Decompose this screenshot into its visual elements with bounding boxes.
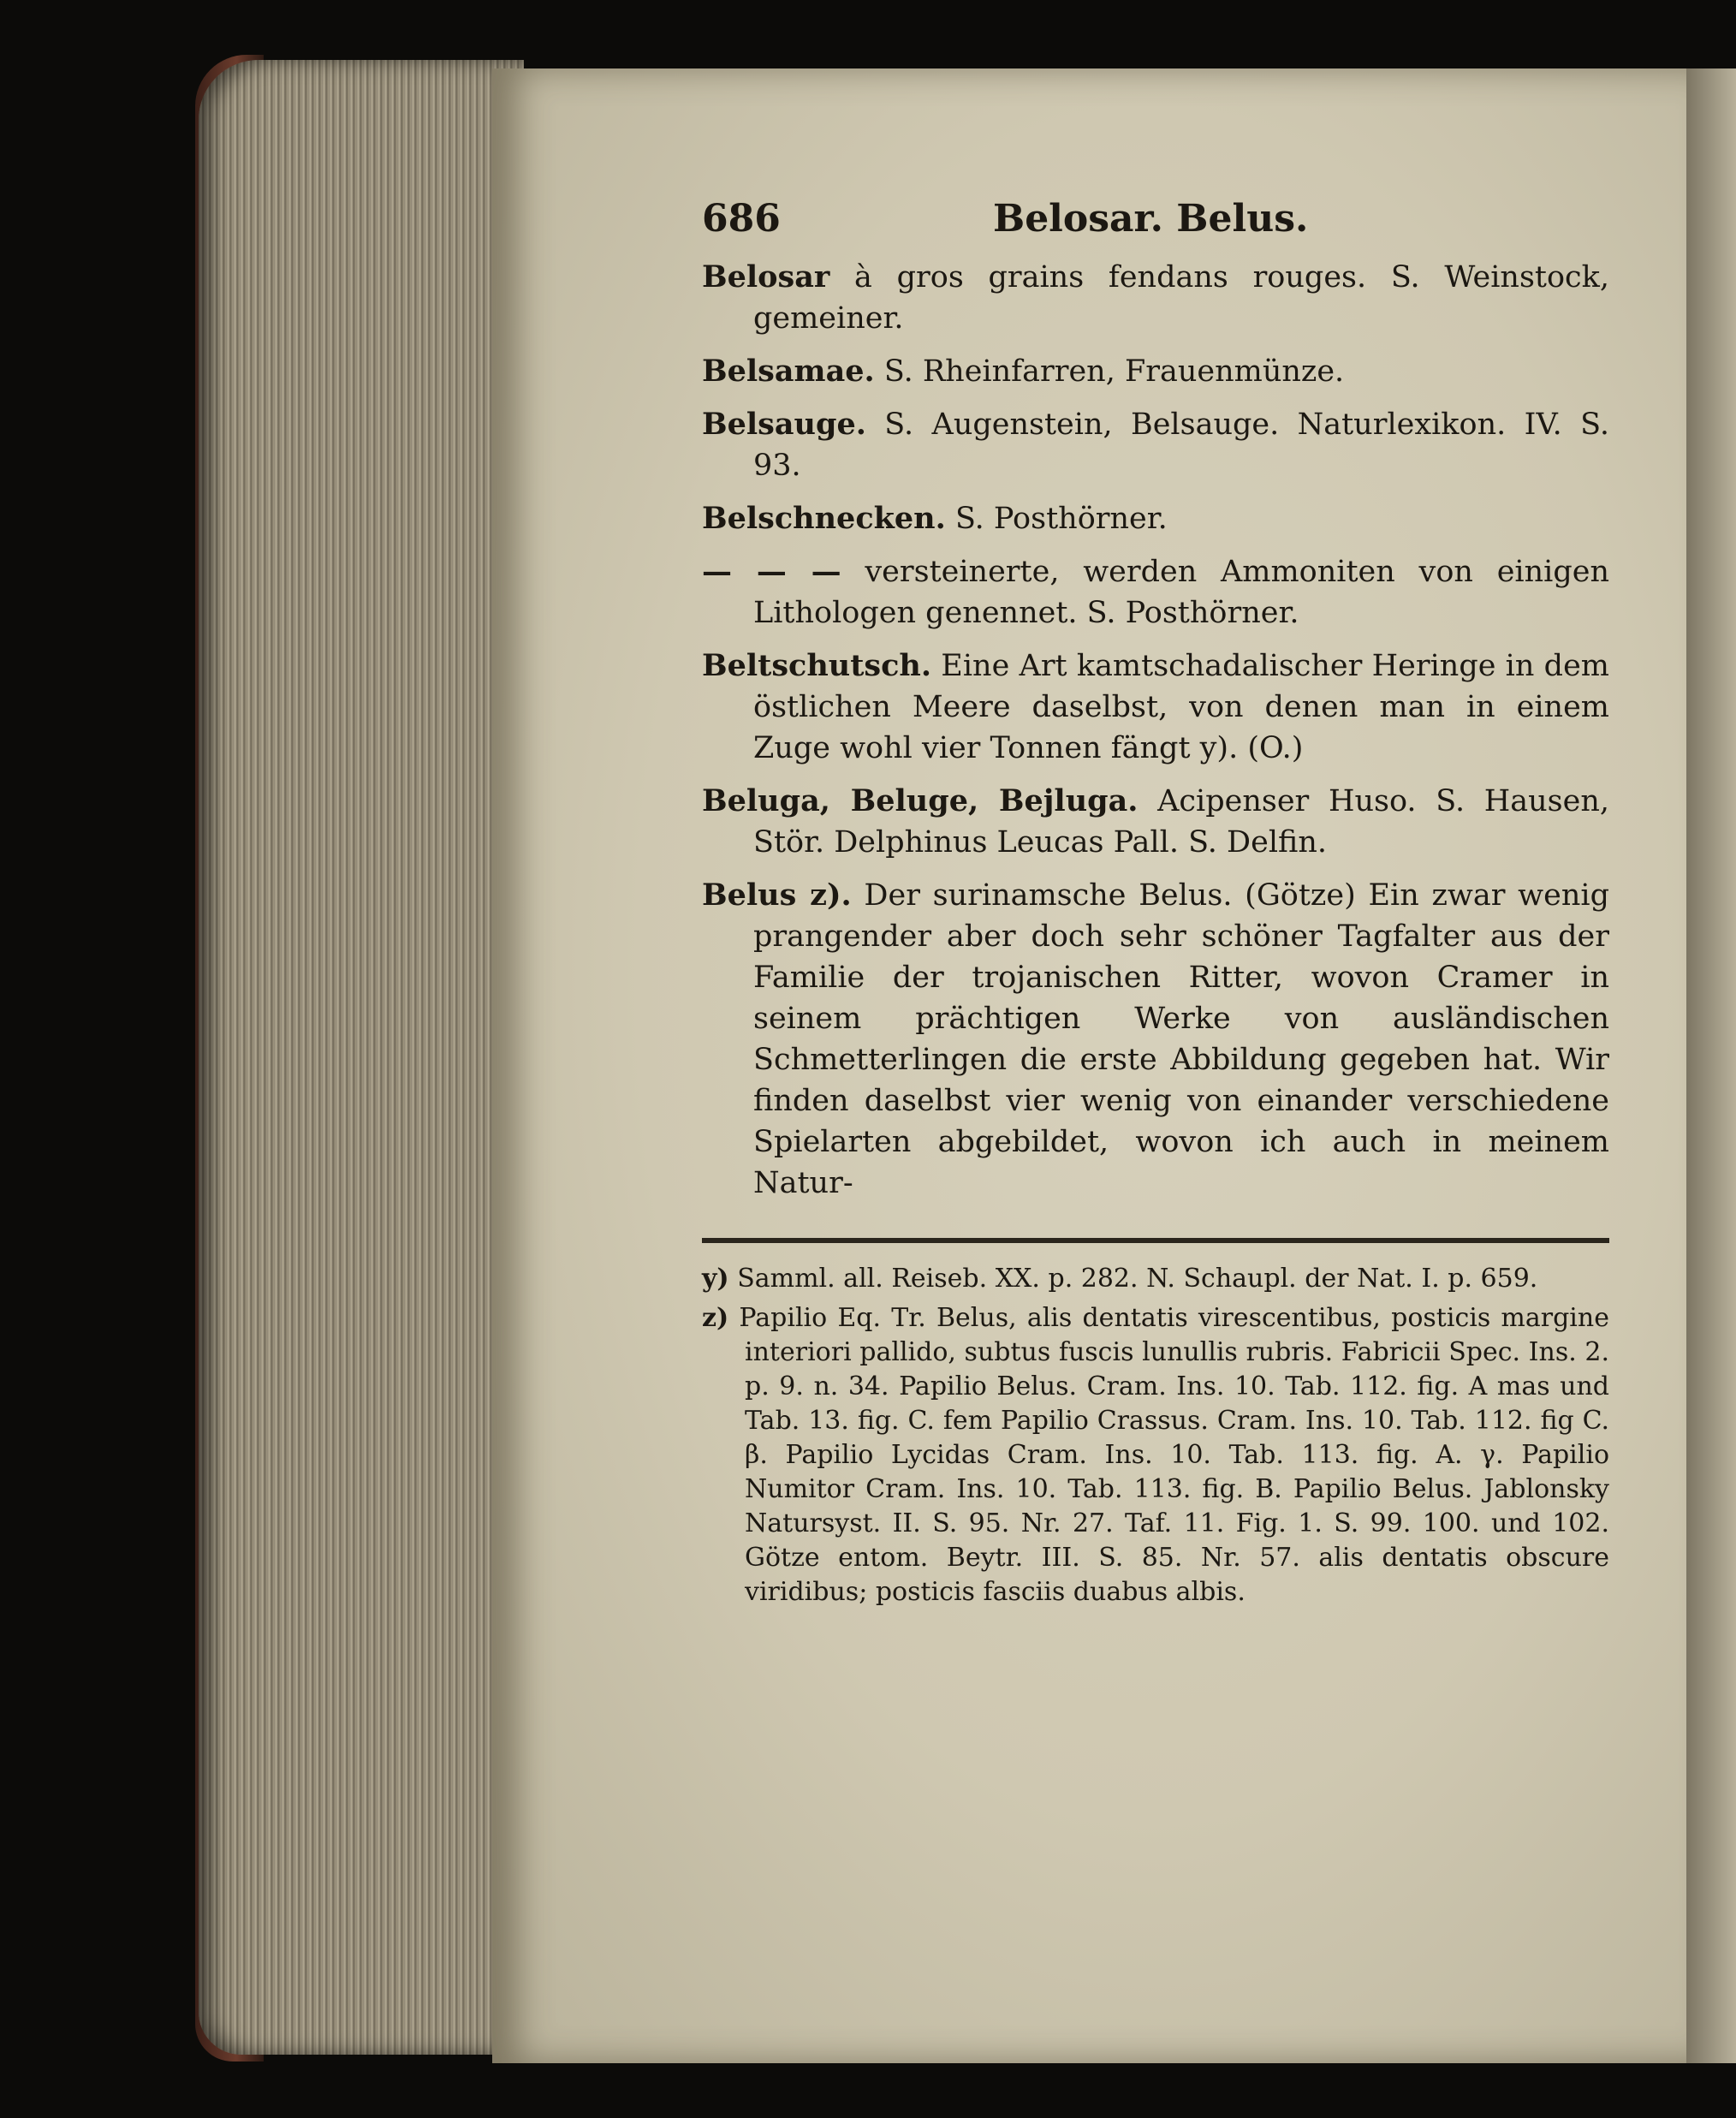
dictionary-entry [702, 257, 1609, 339]
entry-text: à gros grains fendans rouges. S. Weinstock, gemeiner. [753, 260, 1609, 336]
facing-page-edge [1686, 68, 1736, 2063]
entry-headword: Beltschutsch. [702, 648, 932, 683]
entry-text: S. Augenstein, Belsauge. Naturlexikon. IV. S. 93. [753, 408, 1609, 483]
dictionary-entry [702, 781, 1609, 863]
entry-headword: Belsauge. [702, 407, 866, 442]
entry-headword: Belschnecken. [702, 501, 946, 536]
dictionary-entry [702, 646, 1609, 769]
page-number: 686 [702, 197, 781, 241]
entry-text: S. Posthörner. [954, 502, 1168, 536]
footnote-mark: y) [702, 1264, 729, 1294]
footnote-text: Papilio Eq. Tr. Belus, alis dentatis virescentibus, posticis margine interiori pallido, subtus fuscis lunullis rubris. Fabricii Spec. Ins. 2. p. 9. n. 34. Papilio Belus. Cram. Ins. 10. Tab. 112. fig. A mas und Tab. 13. fig. C. fem Papilio Crassus. Cram. Ins. 10. Tab. 112. fig C. β. Papilio Lycidas Cram. Ins. 10. Tab. 113. fig. A. γ. Papilio Numitor Cram. Ins. 10. Tab. 113. fig. B. Papilio Belus. Jablonsky Natursyst. II. S. 95. Nr. 27. Taf. 11. Fig. 1. S. 99. 100. und 102. Götze entom. Beytr. III. S. 85. Nr. 57. alis dentatis obscure viridibus; posticis fasciis duabus albis. [739, 1303, 1610, 1607]
entry-text: S. Rheinfarren, Frauenmünze. [883, 354, 1345, 389]
dictionary-entry [702, 351, 1609, 392]
page-header [702, 197, 1609, 257]
entry-headword: Belsamae. [702, 354, 875, 389]
entry-headword: — — — [702, 554, 841, 589]
dictionary-entry [702, 498, 1609, 539]
footnote-rule [702, 1238, 1609, 1243]
dictionary-entry [702, 875, 1609, 1204]
dictionary-entry [702, 404, 1609, 486]
dictionary-entry [702, 551, 1609, 634]
entry-headword: Belus z). [702, 878, 852, 913]
entry-text: Eine Art kamtschadalischer Heringe in dem östlichen Meere daselbst, von denen man in einem Zuge wohl vier Tonnen fängt y). (O.) [753, 649, 1609, 765]
footnote-text: Samml. all. Reiseb. XX. p. 282. N. Schaupl. der Nat. I. p. 659. [737, 1264, 1538, 1294]
entry-headword: Beluga, Beluge, Bejluga. [702, 783, 1139, 818]
entry-text: versteinerte, werden Ammoniten von einigen Lithologen genennet. S. Posthörner. [753, 555, 1609, 630]
page-content [702, 197, 1609, 1615]
running-head: Belosar. Belus. [993, 197, 1309, 241]
entry-headword: Belosar [702, 259, 830, 294]
footnote-mark: z) [702, 1303, 729, 1333]
footnote [702, 1301, 1609, 1609]
footnote [702, 1262, 1609, 1296]
entry-text: Acipenser Huso. S. Hausen, Stör. Delphinus Leucas Pall. S. Delfin. [753, 784, 1609, 860]
page-edges [199, 60, 524, 2055]
entry-text: Der surinamsche Belus. (Götze) Ein zwar wenig prangender aber doch sehr schöner Tagfalter aus der Familie der trojanischen Ritter, wovon Cramer in seinem prächtigen Werke von ausländischen Schmetterlingen die erste Abbildung gegeben hat. Wir finden daselbst vier wenig von einander verschiedene Spielarten abgebildet, wovon ich auch in meinem Natur- [753, 878, 1609, 1200]
